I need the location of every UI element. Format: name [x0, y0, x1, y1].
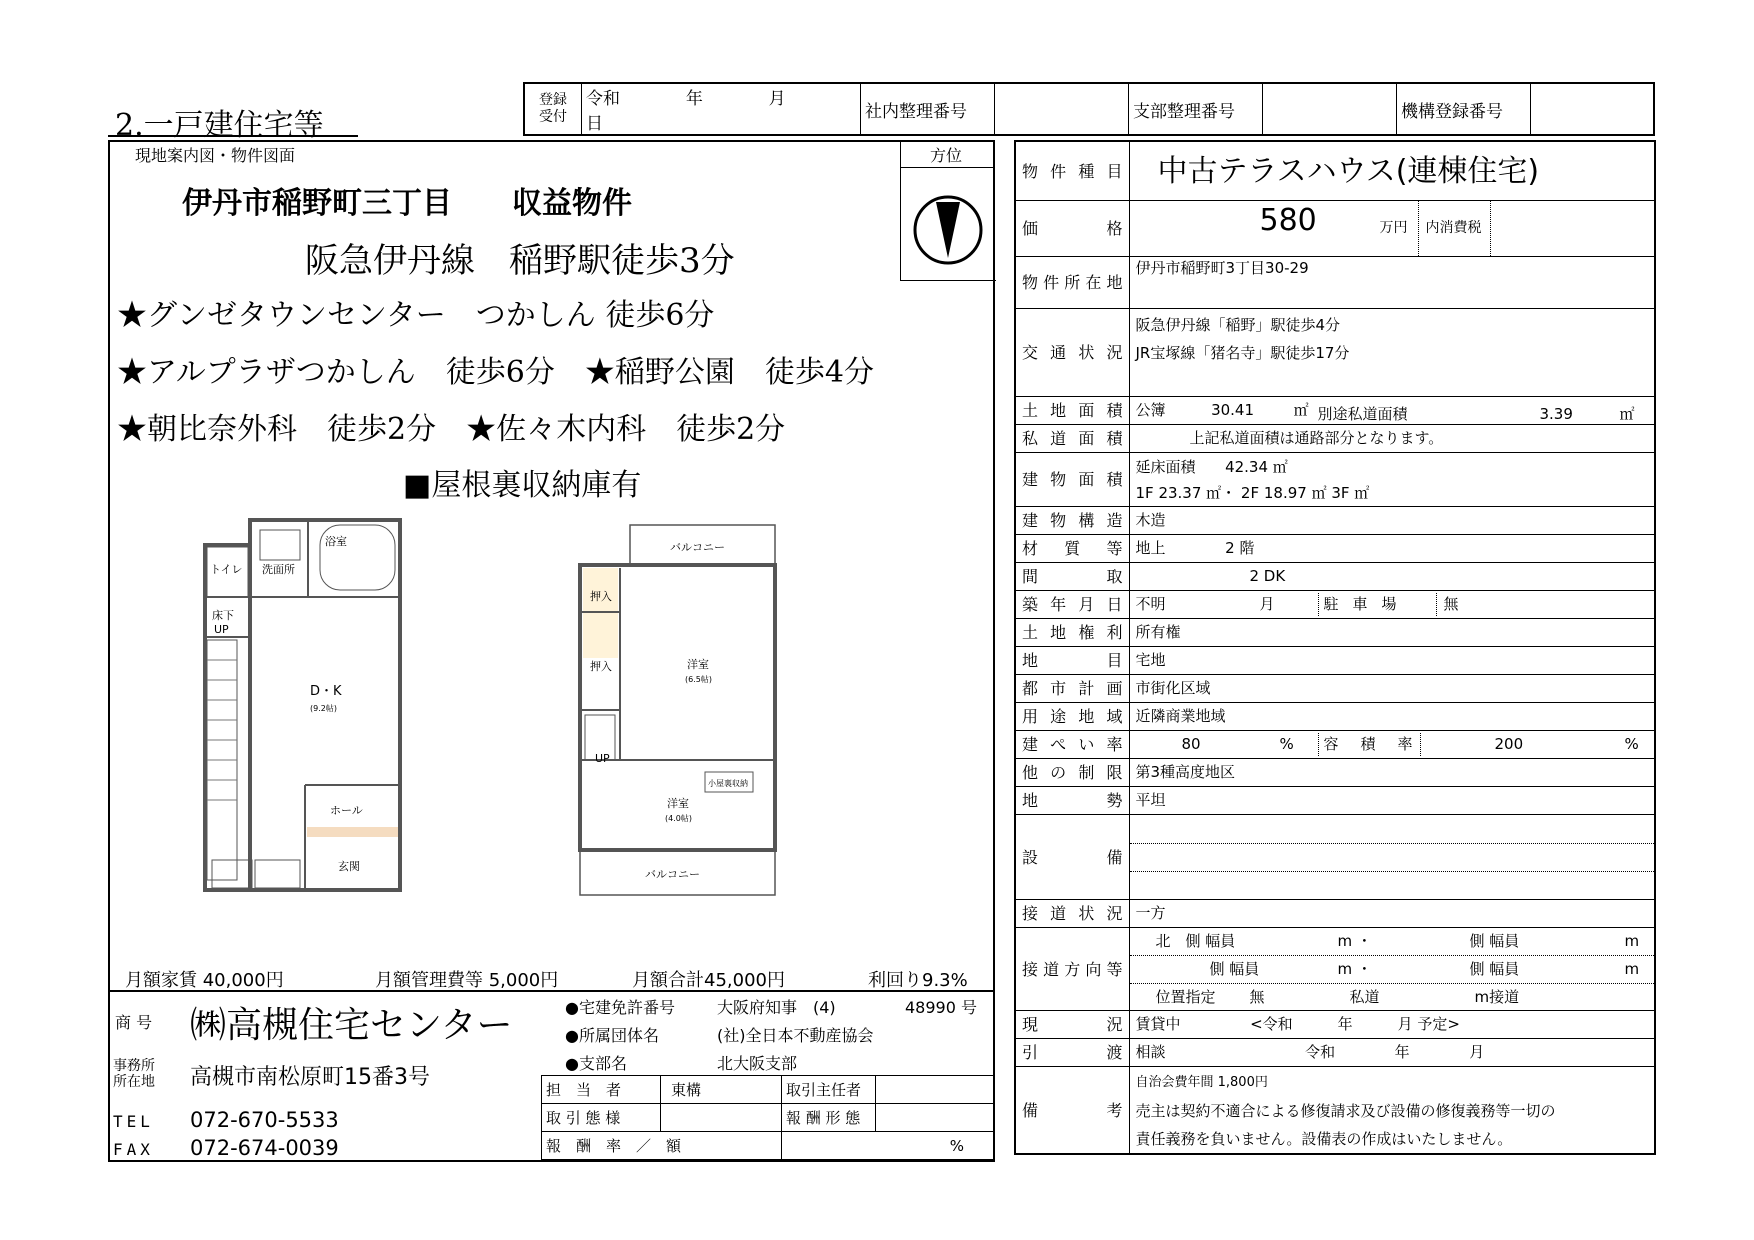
tel-label: TEL [113, 1112, 154, 1131]
address-label: 物件所在地 [1015, 257, 1129, 309]
land-area-kind: 公簿 [1135, 401, 1166, 419]
current-label: 現 況 [1015, 1011, 1129, 1039]
building-area-cell [1129, 453, 1655, 507]
handover-year: 年 [1394, 1043, 1410, 1061]
fp-western-1-size: (6.5帖) [685, 675, 712, 684]
fee-rate-unit: % [782, 1132, 995, 1160]
branch-no-label: 支部整理番号 [1129, 83, 1263, 135]
company-no-field[interactable] [995, 83, 1129, 135]
material-value-1: 地上 [1135, 539, 1166, 557]
fp-balcony-top: バルコニー [670, 541, 725, 554]
road-status-value: 一方 [1129, 900, 1655, 928]
current-schedule: <令和 年 月 予定> [1250, 1015, 1460, 1033]
road-side-3: 側 幅員 [1469, 960, 1520, 978]
fp-closet-2: 押入 [590, 660, 612, 673]
reg-year: 年 [685, 89, 703, 109]
city-plan-value: 市街化区域 [1129, 675, 1655, 703]
type-label: 物件種目 [1015, 141, 1129, 201]
fp-storage: 小屋裏収納 [708, 779, 748, 788]
structure-label: 建物構造 [1015, 507, 1129, 535]
fp-balcony-bottom: バルコニー [645, 868, 700, 881]
structure-value: 木造 [1129, 507, 1655, 535]
reg-day: 日 [586, 114, 603, 134]
parking-label: 駐車場 [1323, 595, 1411, 613]
land-area-cell [1129, 397, 1655, 425]
parking-value: 無 [1443, 595, 1459, 613]
floorplan-1f [200, 515, 410, 905]
fp-up: UP [214, 623, 229, 636]
facilities-field[interactable] [1129, 815, 1655, 900]
land-right-label: 土地権利 [1015, 619, 1129, 647]
built-value: 不明 [1135, 595, 1166, 613]
land-area-unit: ㎡ [1293, 401, 1309, 419]
fp-up-2: UP [595, 752, 610, 765]
remarks-2: 売主は契約不適合による修復請求及び設備の修復義務等一切の [1135, 1102, 1556, 1120]
handover-value: 相談 [1135, 1043, 1166, 1061]
private-road-sep-label: 別途私道面積 [1317, 405, 1408, 423]
zoning-label: 用途地域 [1015, 703, 1129, 731]
private-road-label: 私道面積 [1015, 425, 1129, 453]
road-m-unit-2: m [1624, 960, 1640, 978]
road-side-1: 側 幅員 [1469, 932, 1520, 950]
remarks-cell [1129, 1067, 1655, 1155]
desc-line-3: ★グンゼタウンセンター つかしん 徒歩6分 [117, 298, 715, 333]
fp-entrance: 玄関 [338, 860, 360, 873]
layout-value: 2 DK [1129, 563, 1655, 591]
handover-label: 引 渡 [1015, 1039, 1129, 1067]
material-label: 材質等 [1015, 535, 1129, 563]
branch-no-field[interactable] [1263, 83, 1397, 135]
zoning-value: 近隣商業地域 [1129, 703, 1655, 731]
tel-value[interactable]: 072-670-5533 [190, 1108, 339, 1132]
private-road-sep-value: 3.39 [1539, 405, 1573, 423]
staff-label: 担 当 者 [542, 1076, 661, 1104]
rent-total: 月額合計45,000円 [632, 970, 785, 991]
north-arrow-icon [910, 192, 986, 268]
handover-era: 令和 [1305, 1043, 1336, 1061]
terrain-value: 平坦 [1129, 787, 1655, 815]
rent: 月額家賃 40,000円 [125, 970, 284, 991]
land-right-value: 所有権 [1129, 619, 1655, 647]
position-label: 位置指定 [1155, 988, 1216, 1006]
handover-month: 月 [1469, 1043, 1485, 1061]
position-value: 無 [1249, 988, 1265, 1006]
remarks-1: 自治会費年間 1,800円 [1135, 1075, 1268, 1090]
road-dir-label: 接道方向等 [1015, 928, 1129, 1011]
org-value: (社)全日本不動産協会 [717, 1026, 874, 1045]
road-m-1: m ・ [1337, 932, 1372, 950]
company-no-label: 社内整理番号 [861, 83, 995, 135]
terrain-label: 地 勢 [1015, 787, 1129, 815]
land-area-value: 30.41 [1211, 401, 1255, 419]
total-floor-value: 42.34 ㎡ [1225, 457, 1288, 476]
fee-type-label: 報 酬 形 態 [782, 1104, 876, 1132]
remarks-3: 責任義務を負いません。設備表の作成はいたしません。 [1135, 1130, 1513, 1148]
road-status-label: 接道状況 [1015, 900, 1129, 928]
land-category-label: 地 目 [1015, 647, 1129, 675]
price-unit: 万円 [1379, 220, 1408, 236]
total-floor-label: 延床面積 [1135, 457, 1196, 476]
tax-label: 内消費税 [1425, 220, 1482, 236]
chief-label: 取引主任者 [782, 1076, 876, 1104]
material-cell [1129, 535, 1655, 563]
road-side-2: 側 幅員 [1209, 960, 1260, 978]
built-month: 月 [1259, 595, 1275, 613]
trade-label: 商 号 [115, 1013, 153, 1032]
private-road-2: 私道 [1349, 988, 1380, 1006]
staff-table [541, 1075, 995, 1160]
access-1: 阪急伊丹線「稲野」駅徒歩4分 [1135, 316, 1341, 334]
reg-label-1: 登録 [539, 92, 567, 108]
address-value: 伊丹市稲野町3丁目30-29 [1129, 257, 1655, 309]
office-label: 事務所 所在地 [113, 1058, 155, 1090]
desc-line-2: 阪急伊丹線 稲野駅徒歩3分 [305, 241, 735, 281]
far-label: 容積率 [1323, 735, 1435, 753]
license-label: ●宅建免許番号 [565, 998, 675, 1017]
m-connection: m接道 [1474, 988, 1520, 1006]
fp-western-2: 洋室 [667, 797, 689, 810]
deal-field[interactable] [661, 1104, 782, 1132]
land-category-value: 宅地 [1129, 647, 1655, 675]
fp-washroom: 洗面所 [262, 563, 295, 576]
reg-era: 令和 [586, 89, 620, 109]
fp-western-2-size: (4.0帖) [665, 814, 692, 823]
map-label: 現地案内図・物件図面 [135, 146, 296, 165]
compass-label: 方位 [930, 146, 963, 165]
city-plan-label: 都市計画 [1015, 675, 1129, 703]
desc-line-4: ★アルプラザつかしん 徒歩6分 ★稲野公園 徒歩4分 [117, 355, 874, 390]
bcr-cell [1129, 731, 1655, 759]
org-label: ●所属団体名 [565, 1026, 659, 1045]
fp-toilet: トイレ [210, 563, 243, 576]
far-value: 200 [1494, 735, 1524, 753]
floors-detail: 1F 23.37 ㎡・ 2F 18.97 ㎡ 3F ㎡ [1135, 483, 1370, 502]
yield: 利回り9.3% [868, 970, 968, 991]
chief-field[interactable] [876, 1076, 995, 1104]
road-north: 北 側 幅員 [1155, 932, 1236, 950]
staff-value: 東構 [661, 1076, 782, 1104]
floorplan-2f [575, 520, 785, 905]
access-2: JR宝塚線「猪名寺」駅徒歩17分 [1135, 344, 1350, 362]
road-m-2: m ・ [1337, 960, 1372, 978]
license-no: 48990 号 [905, 998, 977, 1017]
far-unit: % [1624, 735, 1639, 753]
road-m-unit-1: m [1624, 932, 1640, 950]
price-value: 580 [1259, 203, 1317, 238]
material-value-2: 2 階 [1225, 539, 1255, 557]
current-cell [1129, 1011, 1655, 1039]
other-limit-value: 第3種高度地区 [1129, 759, 1655, 787]
org-no-label: 機構登録番号 [1397, 83, 1531, 135]
org-no-field[interactable] [1531, 83, 1655, 135]
handover-cell [1129, 1039, 1655, 1067]
fax-value: 072-674-0039 [190, 1136, 339, 1160]
bcr-label: 建ぺい率 [1015, 731, 1129, 759]
access-cell [1129, 309, 1655, 397]
land-area-label: 土地面積 [1015, 397, 1129, 425]
price-label: 価 格 [1015, 201, 1129, 257]
private-road-note: 上記私道面積は通路部分となります。 [1129, 425, 1655, 453]
building-area-label: 建物面積 [1015, 453, 1129, 507]
fp-dk: D・K [310, 684, 342, 699]
fee-rate-label: 報 酬 率 ／ 額 [542, 1132, 782, 1160]
deal-label: 取 引 態 様 [542, 1104, 661, 1132]
remarks-label: 備 考 [1015, 1067, 1129, 1155]
fee-type-field[interactable] [876, 1104, 995, 1132]
private-road-sep-unit: ㎡ [1619, 405, 1635, 423]
fp-underfloor: 床下 [212, 609, 234, 622]
built-cell [1129, 591, 1655, 619]
road-dir-cell [1129, 928, 1655, 1011]
branch-value: 北大阪支部 [717, 1054, 798, 1073]
desc-line-5: ★朝比奈外科 徒歩2分 ★佐々木内科 徒歩2分 [117, 412, 786, 447]
other-limit-label: 他の制限 [1015, 759, 1129, 787]
facilities-label: 設 備 [1015, 815, 1129, 900]
fp-bath: 浴室 [325, 535, 347, 548]
reg-month: 月 [768, 89, 786, 109]
section-title: 2.一戸建住宅等 [115, 108, 324, 143]
price-cell [1129, 201, 1655, 257]
layout-label: 間 取 [1015, 563, 1129, 591]
bcr-value: 80 [1181, 735, 1201, 753]
fp-closet-1: 押入 [590, 590, 612, 603]
company-address: 高槻市南松原町15番3号 [190, 1065, 430, 1090]
fax-label: FAX [113, 1140, 154, 1159]
mgmt-fee: 月額管理費等 5,000円 [375, 970, 559, 991]
fp-hall: ホール [330, 804, 363, 817]
spec-table [1014, 140, 1656, 1155]
current-value: 賃貸中 [1135, 1015, 1181, 1033]
reg-label-2: 受付 [539, 109, 567, 125]
company-name: ㈱高槻住宅センター [190, 1005, 513, 1046]
bcr-unit: % [1279, 735, 1294, 753]
access-label: 交通状況 [1015, 309, 1129, 397]
type-value: 中古テラスハウス(連棟住宅) [1129, 141, 1655, 201]
desc-line-6: ■屋根裏収納庫有 [403, 468, 642, 503]
desc-line-1: 伊丹市稲野町三丁目 収益物件 [182, 186, 632, 221]
license-value: 大阪府知事 (4) [717, 998, 836, 1017]
fp-western-1: 洋室 [687, 658, 709, 671]
title-underline [108, 135, 358, 137]
built-label: 築年月日 [1015, 591, 1129, 619]
fp-dk-size: (9.2帖) [310, 704, 337, 713]
branch-label: ●支部名 [565, 1054, 627, 1073]
